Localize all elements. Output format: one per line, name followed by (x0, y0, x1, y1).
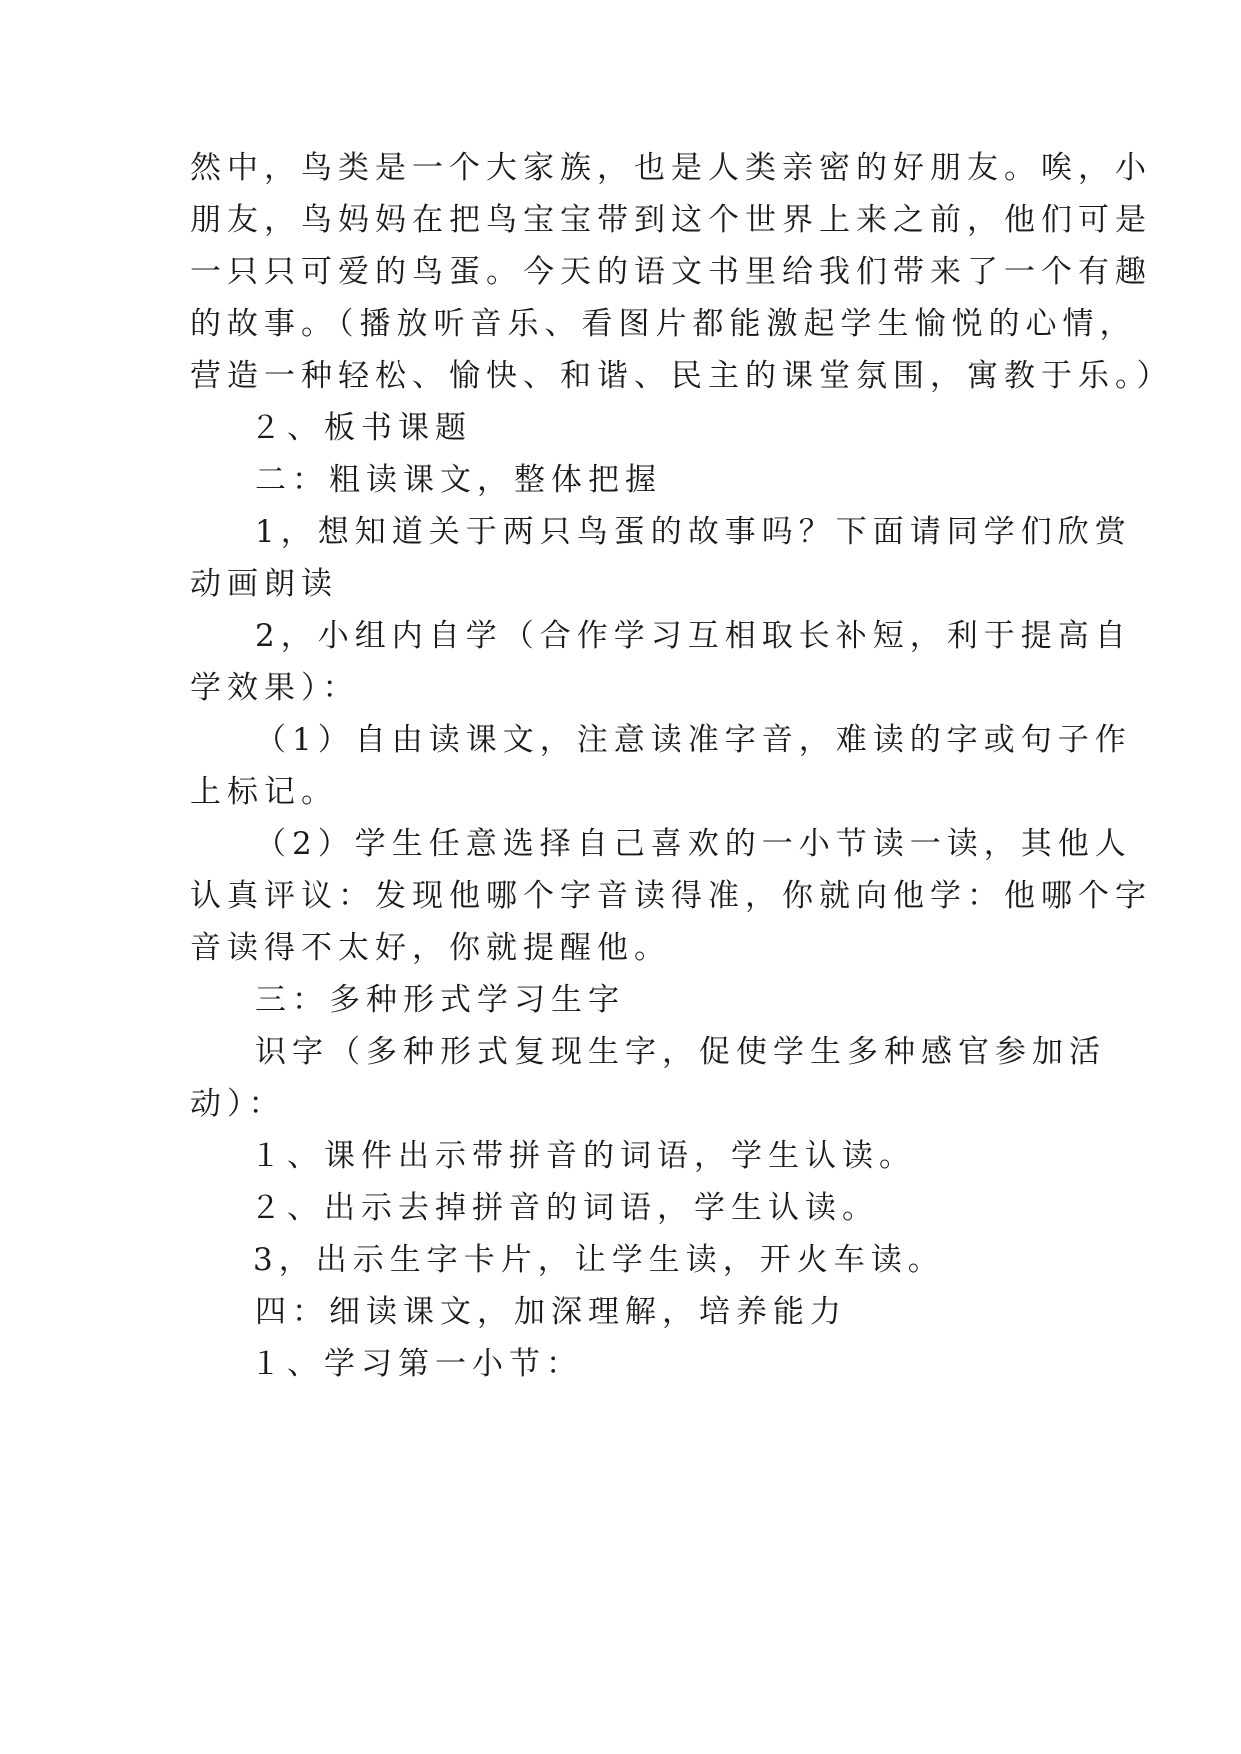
text-line: 3，出示生字卡片，让学生读，开火车读。 (253, 1242, 945, 1278)
text-line: 一只只可爱的鸟蛋。今天的语文书里给我们带来了一个有趣 (190, 254, 1152, 290)
text-line: １、课件出示带拼音的词语，学生认读。 (250, 1138, 916, 1174)
text-line: （2）学生任意选择自己喜欢的一小节读一读，其他人 (255, 826, 1132, 862)
section-heading: 二：粗读课文，整体把握 (255, 462, 662, 498)
text-line: ２、板书课题 (250, 410, 472, 446)
text-line: 音读得不太好，你就提醒他。 (190, 930, 671, 966)
text-line: 营造一种轻松、愉快、和谐、民主的课堂氛围，寓教于乐。） (190, 358, 1174, 394)
text-line: 认真评议：发现他哪个字音读得准，你就向他学：他哪个字 (190, 878, 1152, 914)
text-line: 动画朗读 (190, 566, 338, 602)
text-line: 2，小组内自学（合作学习互相取长补短，利于提高自 (255, 618, 1132, 654)
text-line: 1，想知道关于两只鸟蛋的故事吗？下面请同学们欣赏 (255, 514, 1132, 550)
text-line: ２、出示去掉拼音的词语，学生认读。 (250, 1190, 879, 1226)
text-line: 的故事。（播放听音乐、看图片都能激起学生愉悦的心情， (190, 306, 1137, 342)
text-line: 学效果）： (190, 670, 360, 706)
text-line: 动）： (190, 1086, 286, 1122)
text-line: １、学习第一小节： (250, 1346, 583, 1382)
text-line: 上标记。 (190, 774, 338, 810)
section-heading: 四：细读课文，加深理解，培养能力 (255, 1294, 847, 1330)
section-heading: 三：多种形式学习生字 (255, 982, 625, 1018)
text-line: 然中，鸟类是一个大家族，也是人类亲密的好朋友。唉，小 (190, 150, 1152, 186)
text-line: 识字（多种形式复现生字，促使学生多种感官参加活 (255, 1034, 1106, 1070)
text-line: 朋友，鸟妈妈在把鸟宝宝带到这个世界上来之前，他们可是 (190, 202, 1152, 238)
text-line: （1）自由读课文，注意读准字音，难读的字或句子作 (255, 722, 1132, 758)
